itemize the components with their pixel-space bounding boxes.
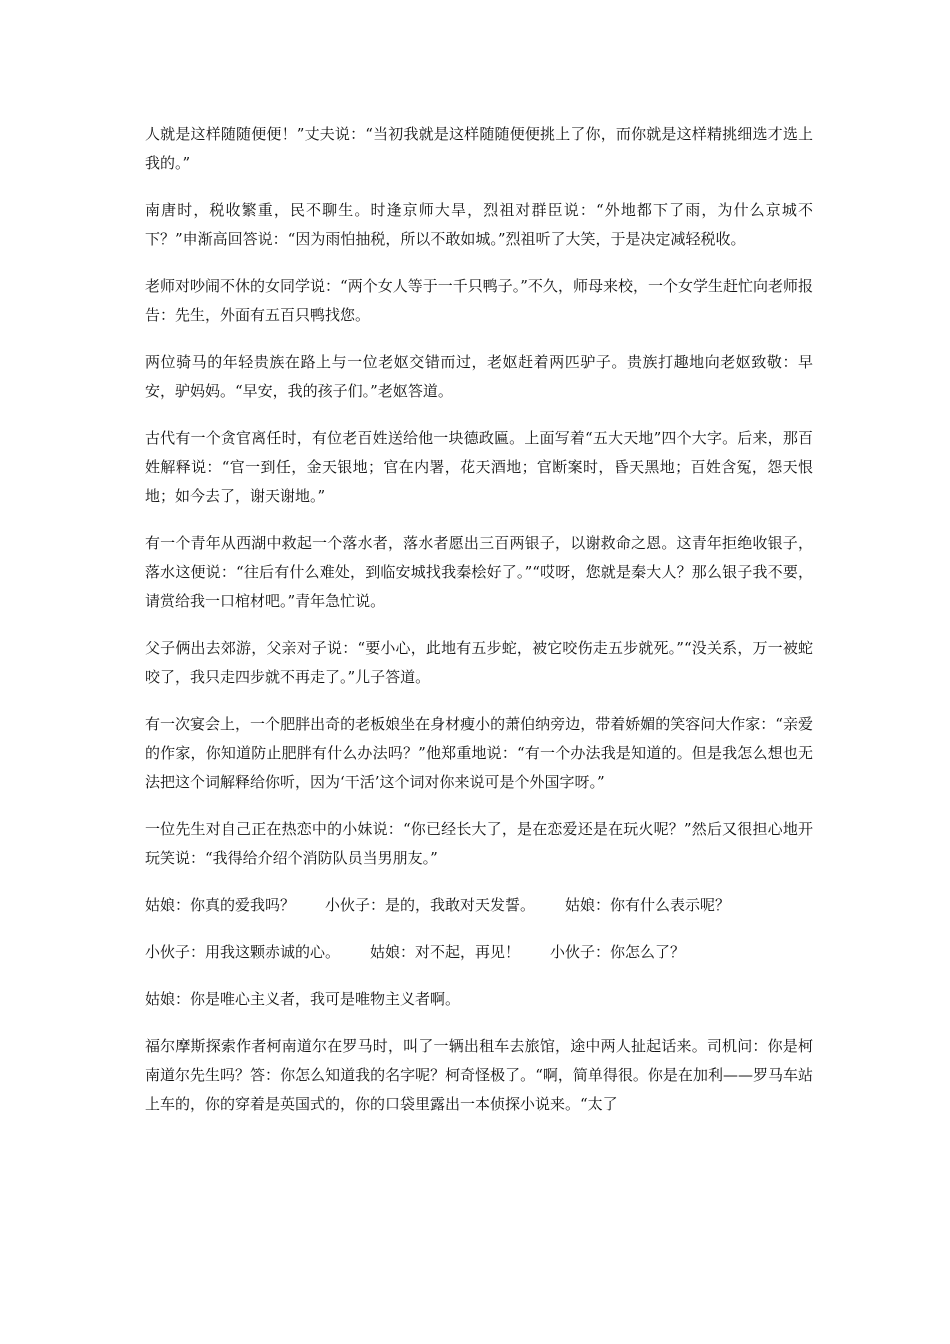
dialog-utterance: 小伙子：是的，我敢对天发誓。 [325, 896, 536, 914]
dialog-utterance: 姑娘：对不起，再见！ [370, 943, 521, 961]
dialog-utterance: 小伙子：你怎么了？ [550, 943, 686, 961]
dialog-utterance: 小伙子：用我这颗赤诚的心。 [145, 943, 341, 961]
paragraph-conan-doyle: 福尔摩斯探索作者柯南道尔在罗马时，叫了一辆出租车去旅馆，途中两人扯起话来。司机问：你是柯南道尔先生吗？答：你怎么知道我的名字呢？柯奇怪极了。“啊，简单得很。你是在加利——罗马车站上车的，你的穿着是英国式的，你的口袋里露出一本侦探小说来。“太了 [145, 1037, 813, 1113]
dialog-line-3 [145, 985, 813, 1014]
dialog-line-1 [145, 891, 813, 920]
dialog-utterance: 姑娘：你是唯心主义者，我可是唯物主义者啊。 [145, 990, 461, 1008]
dialog-utterance: 姑娘：你真的爱我吗？ [145, 896, 296, 914]
document-page [145, 120, 813, 1137]
paragraph-teacher-ducks: 老师对吵闹不休的女同学说：“两个女人等于一千只鸭子。”不久，师母来校，一个女学生赶忙向老师报告：先生，外面有五百只鸭找您。 [145, 277, 813, 324]
paragraph-husband-joke: 人就是这样随随便便！”丈夫说：“当初我就是这样随随便便挑上了你，而你就是这样精挑细选才选上我的。” [145, 125, 813, 172]
dialog-line-2 [145, 938, 813, 967]
paragraph-nobles-donkeys: 两位骑马的年轻贵族在路上与一位老妪交错而过，老妪赶着两匹驴子。贵族打趣地向老妪致敬：早安，驴妈妈。“早安，我的孩子们。”老妪答道。 [145, 353, 813, 400]
dialog-utterance: 姑娘：你有什么表示呢？ [565, 896, 731, 914]
paragraph-shaw-banquet: 有一次宴会上，一个肥胖出奇的老板娘坐在身材瘦小的萧伯纳旁边，带着娇媚的笑容问大作家：“亲爱的作家，你知道防止肥胖有什么办法吗？”他郑重地说：“有一个办法我是知道的。但是我怎么想也无法把这个词解释给你听，因为‘干活’这个词对你来说可是个外国字呀。” [145, 715, 813, 791]
paragraph-corrupt-official: 古代有一个贪官离任时，有位老百姓送给他一块德政匾。上面写着“五大天地”四个大字。后来，那百姓解释说：“官一到任，金天银地；官在内署，花天酒地；官断案时，昏天黑地；百姓含冤，怨天恨地；如今去了，谢天谢地。” [145, 429, 813, 505]
paragraph-southern-tang-tax: 南唐时，税收繁重，民不聊生。时逢京师大旱，烈祖对群臣说：“外地都下了雨，为什么京城不下？”申渐高回答说：“因为雨怕抽税，所以不敢如城。”烈祖听了大笑，于是决定减轻税收。 [145, 201, 813, 248]
paragraph-playing-fire: 一位先生对自己正在热恋中的小妹说：“你已经长大了，是在恋爱还是在玩火呢？”然后又很担心地开玩笑说：“我得给介绍个消防队员当男朋友。” [145, 820, 813, 867]
paragraph-qin-hui: 有一个青年从西湖中救起一个落水者，落水者愿出三百两银子，以谢救命之恩。这青年拒绝收银子，落水这便说：“往后有什么难处，到临安城找我秦桧好了。”“哎呀，您就是秦大人？那么银子我不要，请赏给我一口棺材吧。”青年急忙说。 [145, 534, 813, 610]
paragraph-father-son-snake: 父子俩出去郊游，父亲对子说：“要小心，此地有五步蛇，被它咬伤走五步就死。”“没关系，万一被蛇咬了，我只走四步就不再走了。”儿子答道。 [145, 639, 813, 686]
